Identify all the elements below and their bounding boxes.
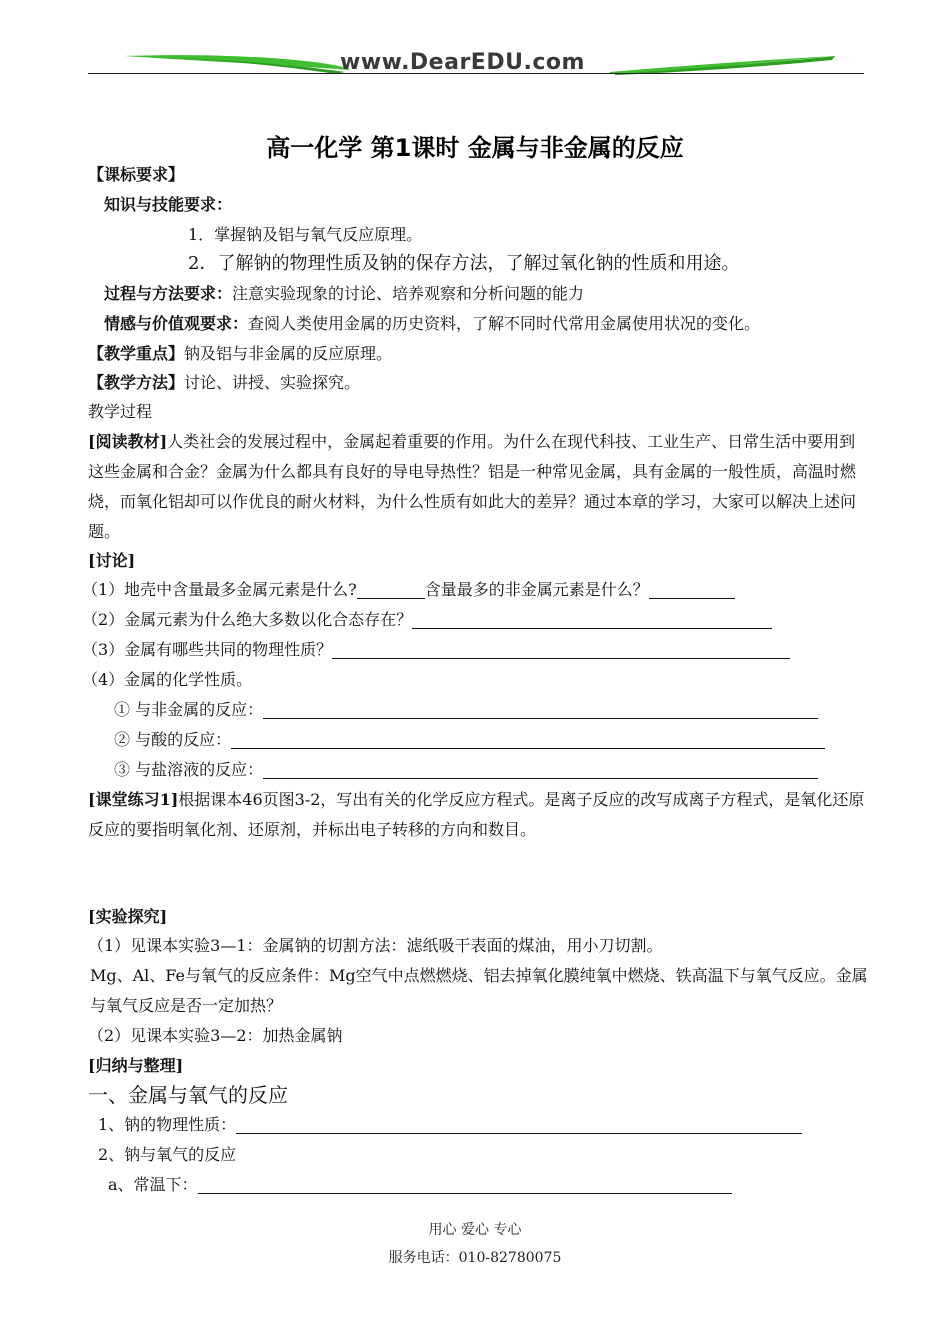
answer-blank-sub2[interactable] [231,730,825,749]
header-rule [88,73,864,74]
teaching-method [88,368,360,398]
exercise-text: 根据课本46页图3-2，写出有关的化学反应方程式。是离子反应的改写成离子方程式，是氧化还原反应的要指明氧化剂、还原剂，并标出电子转移的方向和数目。 [88,790,865,839]
answer-blank-sub3[interactable] [263,760,818,779]
experiment-line-1: （1）见课本实验3—1：金属钠的切割方法：滤纸吸干表面的煤油，用小刀切割。 [88,936,663,955]
footer-motto: 用心 爱心 专心 [428,1222,522,1238]
process-heading: 教学过程 [88,402,153,421]
summary-item-1-text: 1、钠的物理性质： [98,1115,237,1134]
focus-label: 【教学重点】 [88,344,185,363]
experiment-line-3: （2）见课本实验3—2：加热金属钠 [88,1026,343,1045]
summary-section-1: 一、金属与氧气的反应 [88,1083,288,1107]
emotion-label: 情感与价值观要求： [104,314,249,333]
method-text: 讨论、讲授、实验探究。 [184,373,361,392]
answer-blank-2[interactable] [412,610,772,629]
exercise-paragraph [88,785,868,845]
sub-question-3 [114,755,818,785]
summary-item-2: 2、钠与氧气的反应 [98,1145,237,1164]
question-3-text: （3）金属有哪些共同的物理性质？ [82,640,333,659]
question-1 [82,575,735,605]
question-4: （4）金属的化学性质。 [82,670,253,689]
answer-blank-sub1[interactable] [263,700,818,719]
logo-text: www.DearEDU.com [340,50,585,75]
footer-phone: 服务电话：010-82780075 [388,1250,562,1266]
summary-item-2a [108,1170,732,1200]
focus-text: 钠及铝与非金属的反应原理。 [184,344,393,363]
standards-heading: 【课标要求】 [88,165,185,184]
experiment-line-2: Mg、Al、Fe与氧气的反应条件：Mg空气中点燃燃烧、铝去掉氧化膜纯氧中燃烧、铁高温下与氧气反应。金属与氧气反应是否一定加热？ [90,966,868,1015]
answer-blank-1b[interactable] [649,580,735,599]
question-2 [82,605,772,635]
reading-paragraph [88,427,868,547]
reading-label: [阅读教材] [88,432,168,451]
process-label: 过程与方法要求： [104,284,233,303]
reading-text: 人类社会的发展过程中，金属起着重要的作用。为什么在现代科技、工业生产、日常生活中要用到这些金属和合金？金属为什么都具有良好的导电导热性？铝是一种常见金属，具有金属的一般性质，高温时燃烧，而氧化铝却可以作优良的耐火材料，为什么性质有如此大的差异？通过本章的学习，大家可以解决上述问题。 [88,432,857,541]
sub-question-1 [114,695,818,725]
experiment-label: [实验探究] [88,907,168,926]
process-requirement [104,279,584,309]
answer-blank-item2a[interactable] [198,1175,732,1194]
teaching-focus [88,339,392,369]
knowledge-item-1: 1．掌握钠及铝与氧气反应原理。 [188,225,423,244]
page-title: 高一化学 第1课时 金属与非金属的反应 [266,134,684,162]
sub-question-1-text: ① 与非金属的反应： [114,700,264,719]
sub-question-2-text: ② 与酸的反应： [114,730,232,749]
exercise-label: [课堂练习1] [88,790,179,809]
sub-question-2 [114,725,825,755]
knowledge-item-2: 2．了解钠的物理性质及钠的保存方法，了解过氧化钠的性质和用途。 [188,253,740,274]
summary-item-1 [98,1110,802,1140]
discussion-label: [讨论] [88,551,136,570]
question-2-text: （2）金属元素为什么绝大多数以化合态存在？ [82,610,413,629]
emotion-text: 查阅人类使用金属的历史资料，了解不同时代常用金属使用状况的变化。 [248,314,761,333]
summary-item-2a-text: a、常温下： [108,1175,198,1194]
question-3 [82,635,790,665]
answer-blank-item1[interactable] [236,1115,802,1134]
question-1b: 含量最多的非金属元素是什么？ [424,580,649,599]
emotion-requirement [104,309,760,339]
knowledge-label: 知识与技能要求： [104,195,233,214]
sub-question-3-text: ③ 与盐溶液的反应： [114,760,264,779]
method-label: 【教学方法】 [88,373,185,392]
process-text: 注意实验现象的讨论、培养观察和分析问题的能力 [232,284,585,303]
answer-blank-3[interactable] [332,640,790,659]
answer-blank-1a[interactable] [357,580,425,599]
summary-label: [归纳与整理] [88,1056,184,1075]
question-1a: （1）地壳中含量最多金属元素是什么? [82,580,357,599]
